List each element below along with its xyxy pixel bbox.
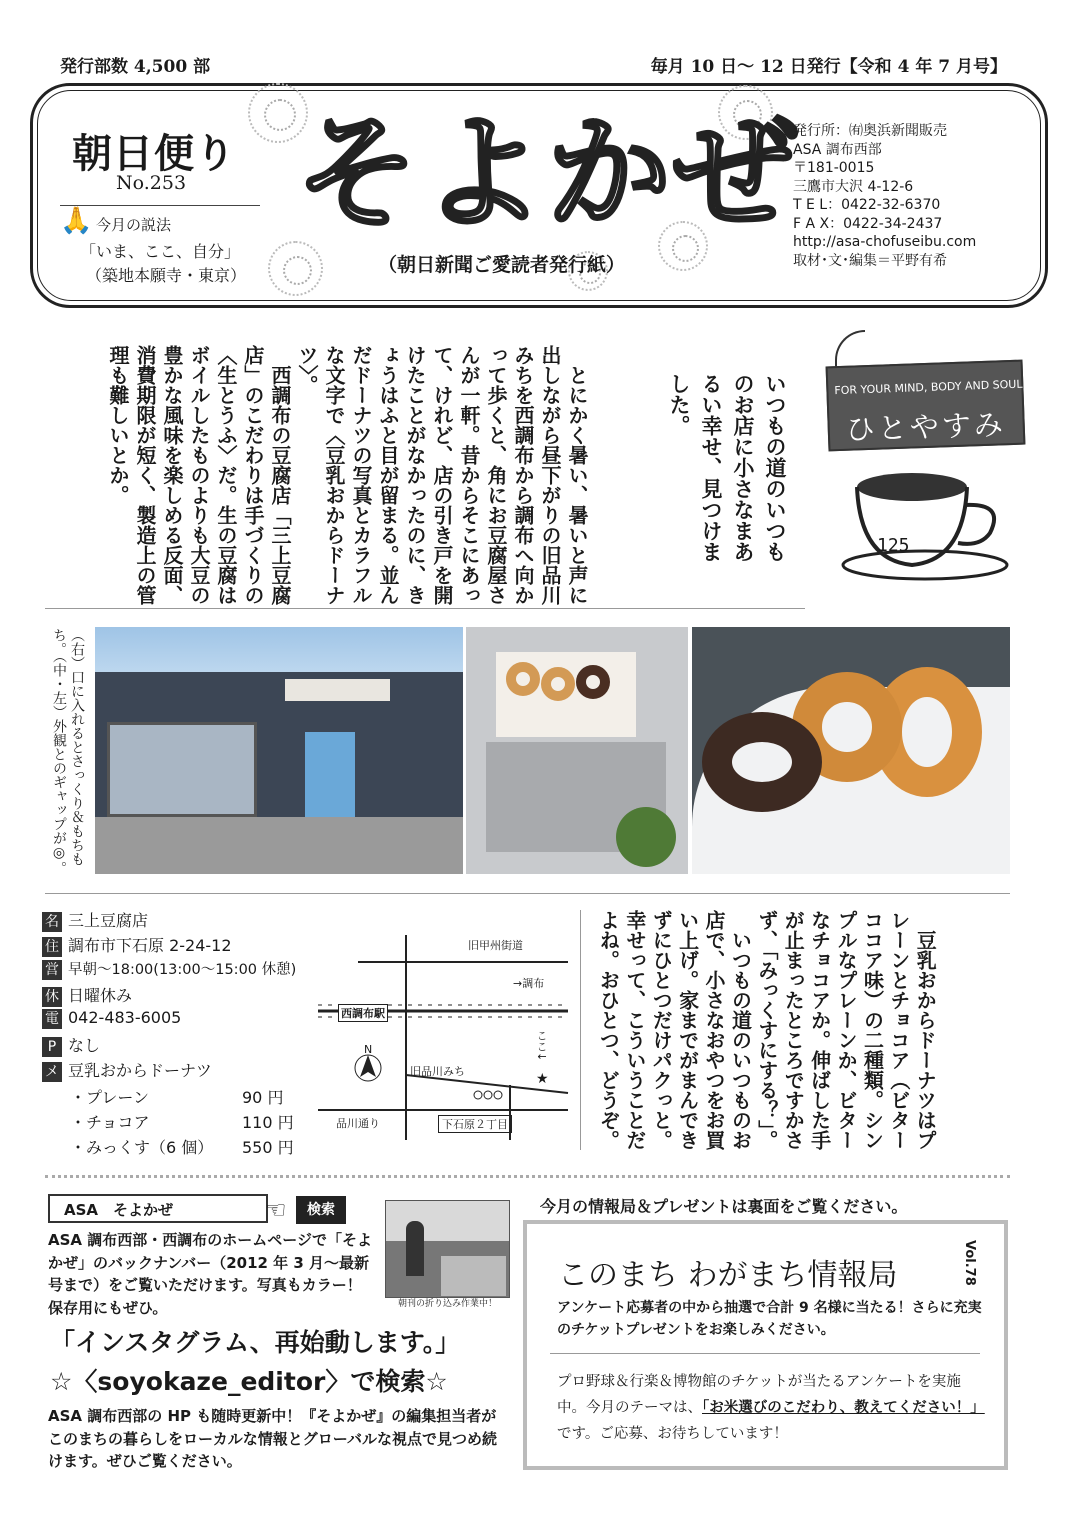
shop-parking: なし (68, 1036, 101, 1055)
publisher-info (793, 122, 976, 270)
article-continued-text: 豆乳おからドーナツはプレーンとチョコア（ビターココア味）の二種類。シンプルなプレーンか、ビターなチョコアか。伸ばした手が止まったところですかさず、「みっくすにする？」。 いつもの道のいつものお店で、小さなおやつをお買い上げ。家までがまんできずにひとつだけパクっと。幸せって、こういうことだよね。おひとつ、どうぞ。 (596, 910, 938, 1150)
info-body-text: です。ご応募、お待ちしています！ (557, 1426, 788, 1442)
map-star-icon: ★ (536, 1071, 549, 1087)
donuts-plate-photo (692, 627, 1010, 874)
newsletter-subtitle: （朝日新聞ご愛読者発行紙） (378, 254, 626, 276)
corner-label-en: FOR YOUR MIND, BODY AND SOUL (834, 377, 1023, 398)
map-direction-label: →調布 (513, 977, 545, 990)
map-road-label: 旧甲州街道 (468, 939, 523, 952)
back-page-note: 今月の情報局＆プレゼントは裏面をご覧ください。 (540, 1197, 908, 1216)
intro-text: いつもの道のいつものお店に小さなまあるい幸せ、見つけました。 (667, 373, 787, 562)
map-road-label: 品川通り (336, 1117, 380, 1130)
price-value: 110 円 (242, 1113, 294, 1132)
publisher-line: ASA 調布西部 (793, 141, 882, 158)
dotted-divider (45, 1175, 1010, 1178)
price-item: ・チョコア (70, 1113, 150, 1132)
publication-name: 朝日便り (72, 130, 236, 177)
info-bureau-subtitle: アンケート応募者の中から抽選で合計 9 名様に当たる！さらに充実のチケットプレゼントをお楽しみください。 (557, 1300, 982, 1338)
issue-date-text: 毎月 10 日～ 12 日発行【令和 4 年 7 月号】 (650, 57, 1007, 77)
shop-name: 三上豆腐店 (68, 911, 149, 930)
info-tag: メ (42, 1062, 62, 1082)
shop-info-row (42, 1033, 100, 1057)
info-tag: 休 (42, 987, 62, 1007)
blog-notice: ASA 調布西部の HP も随時更新中！『そよかぜ』の編集担当者がこのまちの暮らしをローカルな情報とグローバルな視点で見つめ続けます。ぜひご覧ください。 (48, 1407, 497, 1470)
publisher-url[interactable]: http://asa-chofuseibu.com (793, 234, 977, 250)
publisher-line: 三鷹市大沢 4-12-6 (793, 178, 914, 195)
publisher-line: 発行所：㈲奥浜新聞販売 (793, 123, 947, 139)
sermon-quote: 「いま、ここ、自分」 (80, 242, 241, 261)
shop-info-row (42, 1058, 212, 1082)
publisher-line: 〒181-0015 (793, 160, 875, 176)
hanger-icon (835, 330, 865, 368)
divider (45, 893, 1010, 894)
info-body-text: プロ野球＆行楽＆博物館のチケットが当たるアンケートを実施中。今月のテーマは、 (557, 1374, 961, 1416)
photo-caption: （右）口に入れるとさっくり＆もちもち。（中・左）外観とのギャップが◎。 (51, 628, 85, 875)
search-button[interactable]: 検索 (296, 1196, 346, 1224)
shop-info-row (42, 983, 132, 1007)
map-crossing-label: 下石原２丁目 (438, 1115, 512, 1133)
price-item: ・プレーン (70, 1088, 150, 1107)
map-north-label: N (364, 1043, 373, 1056)
newsletter-title: そよかぜ (295, 101, 800, 246)
divider (45, 608, 805, 609)
shop-hours: 早朝～18:00(13:00～15:00 休憩) (68, 962, 297, 978)
coffee-cup-icon (840, 465, 1025, 585)
shop-info-row (42, 1008, 181, 1029)
search-input[interactable]: ASA そよかぜ (48, 1194, 268, 1223)
publisher-line: T E L：0422-32-6370 (793, 197, 941, 213)
shop-menu: 豆乳おからドーナツ (68, 1061, 212, 1080)
circulation-text: 発行部数 4,500 部 (60, 57, 211, 77)
volume-label: Vol.78 (962, 1240, 977, 1286)
map-station-label: 西調布駅 (338, 1004, 388, 1022)
homepage-notice: ASA 調布西部・西調布のホームページで「そよかぜ」のバックナンバー（2012 年 3 月～最新号まで）をご覧いただけます。写真もカラー！ 保存用にもぜひ。 (48, 1231, 377, 1317)
sermon-label: 今月の説法 (96, 216, 172, 234)
divider (580, 910, 581, 1150)
info-tag: 営 (42, 960, 62, 980)
issue-number: No.253 (116, 172, 187, 194)
map-here-label: ここ↓ (535, 1030, 548, 1062)
survey-theme: 「お米選びのこだわり、教えてください！」 (702, 1400, 985, 1416)
work-photo-caption: 朝刊の折り込み作業中！ (398, 1299, 498, 1309)
price-item: ・みっくす（6 個） (70, 1138, 214, 1157)
shop-holiday: 日曜休み (68, 986, 133, 1005)
info-bureau-title: このまち わがまち情報局 (558, 1258, 898, 1293)
divider (550, 1353, 980, 1354)
donut-sign-photo (466, 627, 688, 874)
shop-info-row (42, 933, 232, 957)
publisher-line: 取材･文･編集＝平野有希 (793, 252, 947, 269)
article-text: とにかく暑い、暑いと声に出しながら昼下がりの旧品川みちを西調布から調布へ向かって歩くと、角にお豆腐屋さんが一軒。昔からそこにあって、けれど、店の引き戸を開けたことがなかったのに、きょうはふと目が留まる。並んだドーナツの写真とカラフルな文字で〈豆乳おからドーナツ〉。 西調布の豆腐店「三上豆腐店」のこだわりは手づくりの〈生とうふ〉だ。生の豆腐はボイルしたものよりも大豆の豊かな風味を楽しめる反面、消費期限が短く、製造上の管理も難しいとか。 (106, 345, 589, 605)
info-bureau-body (557, 1369, 987, 1447)
instagram-headline: 「インスタグラム、再始動します。」 (50, 1328, 461, 1357)
info-tag: 住 (42, 937, 62, 957)
info-tag: 名 (42, 912, 62, 932)
work-photo (385, 1200, 510, 1298)
shop-map (318, 935, 570, 1140)
map-road-label: 旧品川みち (410, 1065, 465, 1078)
corner-label (826, 360, 1026, 452)
sermon-source: （築地本願寺・東京） (86, 266, 247, 285)
instagram-account[interactable]: ☆〈soyokaze_editor〉で検索☆ (50, 1367, 448, 1396)
shop-info-row (42, 908, 148, 932)
price-value: 550 円 (242, 1138, 294, 1157)
price-value: 90 円 (242, 1088, 284, 1107)
corner-number: 125 (877, 535, 910, 556)
shop-address: 調布市下石原 2-24-12 (68, 936, 232, 955)
info-tag: P (42, 1037, 62, 1057)
pointing-hand-icon: ☜ (265, 1196, 287, 1224)
shop-info-row (42, 958, 296, 980)
shop-phone: 042-483-6005 (68, 1008, 182, 1027)
publisher-line: F A X：0422-34-2437 (793, 215, 943, 232)
praying-hands-icon: 🙏 (60, 206, 93, 236)
shop-exterior-photo (95, 627, 463, 874)
corner-label-jp: ひとやすみ (845, 407, 1007, 447)
info-tag: 電 (42, 1009, 62, 1029)
flower-decoration-icon (268, 241, 323, 296)
